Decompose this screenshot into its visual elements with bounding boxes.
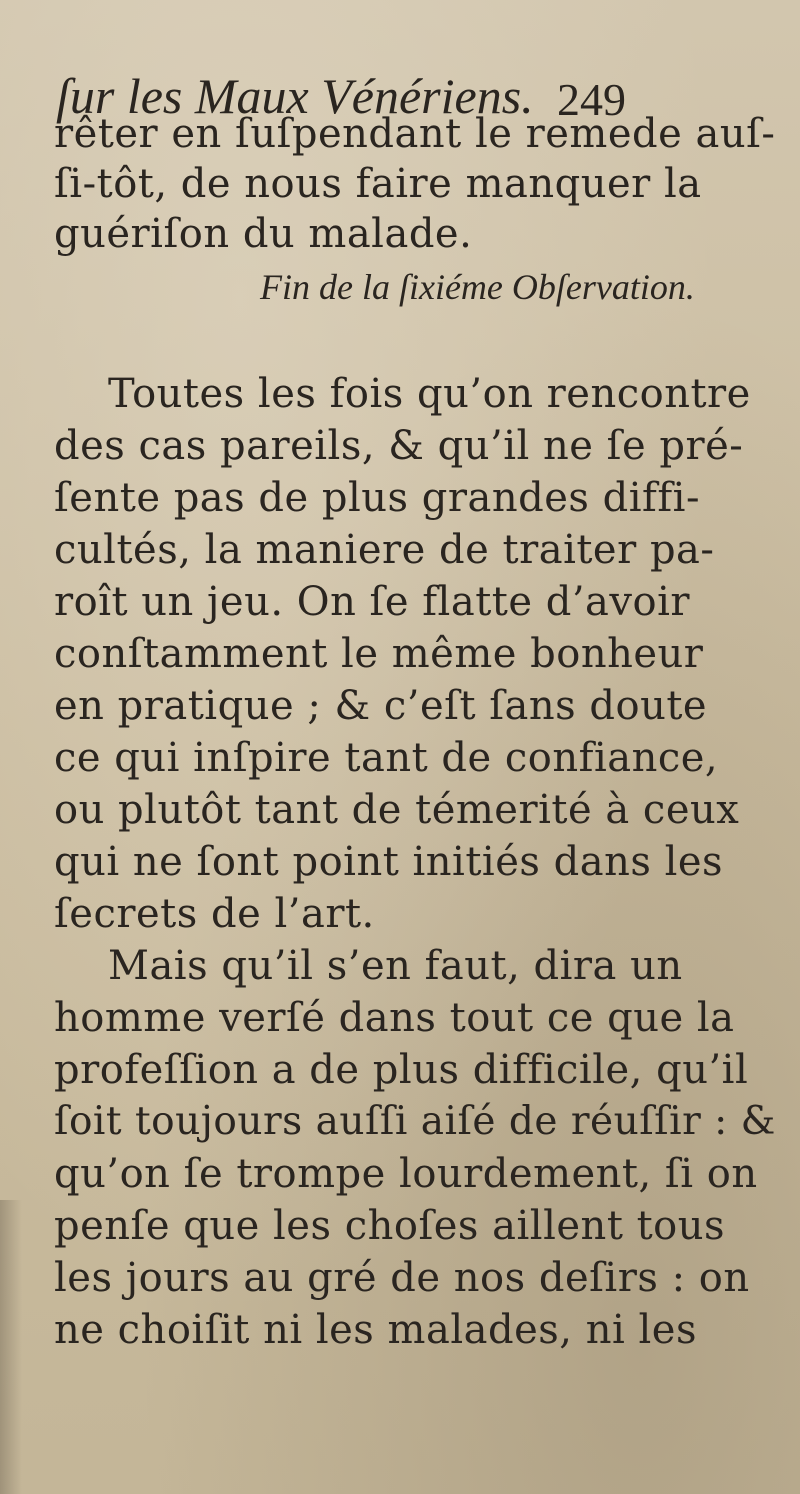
text-line: Mais qu’il s’en faut, dira un (108, 943, 683, 989)
text-line: qu’on ſe trompe lourdement, ſi on (54, 1151, 758, 1197)
text-line: ou plutôt tant de témerité à ceux (54, 787, 740, 833)
text-line: roît un jeu. On ſe flatte d’avoir (54, 579, 690, 625)
section-end-title: Fin de la ſixiéme Obſervation. (260, 267, 695, 307)
text-line: qui ne ſont point initiés dans les (54, 839, 724, 885)
text-line: Toutes les fois qu’on rencontre (108, 371, 751, 417)
text-line: penſe que les choſes aillent tous (54, 1203, 726, 1249)
text-line: profeſſion a de plus difficile, qu’il (54, 1047, 749, 1093)
page-number: 249 (557, 74, 626, 125)
text-line: des cas pareils, & qu’il ne ſe pré- (54, 423, 744, 469)
text-line: ſente pas de plus grandes diffi- (54, 475, 700, 521)
running-head: ſur les Maux Vénériens. (56, 68, 534, 124)
text-line: ſoit toujours auſſi aiſé de réuſſir : & (54, 1099, 776, 1144)
text-line: les jours au gré de nos deſirs : on (54, 1255, 750, 1301)
text-line: en pratique ; & c’eſt ſans doute (54, 683, 708, 729)
text-line: ſi-tôt, de nous faire manquer la (54, 161, 702, 207)
text-line: ne choiſit ni les malades, ni les (54, 1307, 697, 1353)
text-line: cultés, la maniere de traiter pa- (54, 527, 715, 573)
text-line: conſtamment le même bonheur (54, 631, 704, 677)
text-line: rêter en ſuſpendant le remede auſ- (54, 111, 776, 157)
text-line: ce qui inſpire tant de confiance, (54, 735, 719, 781)
page-edge-shadow (0, 1200, 22, 1494)
text-line: guériſon du malade. (54, 211, 473, 257)
text-line: ſecrets de l’art. (54, 891, 375, 937)
text-line: homme verſé dans tout ce que la (54, 995, 735, 1041)
